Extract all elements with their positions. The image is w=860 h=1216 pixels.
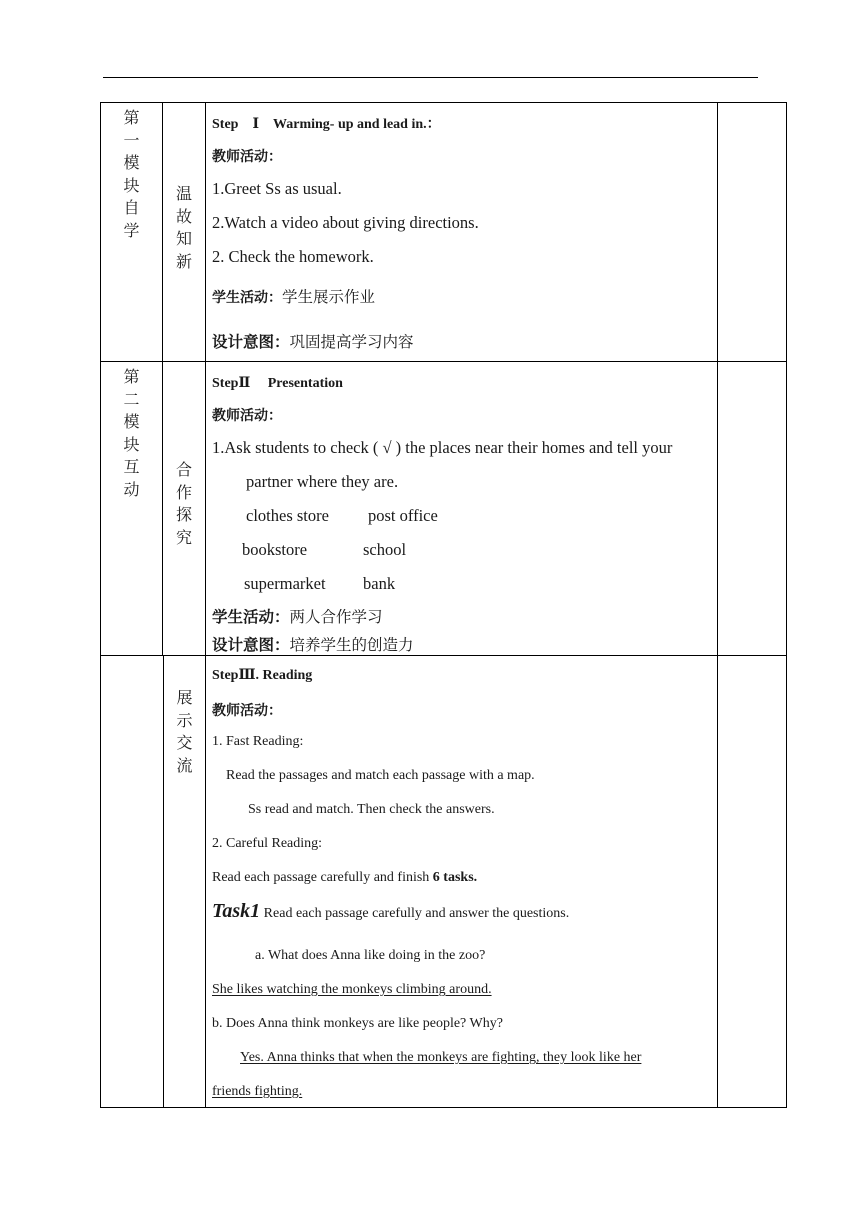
- activity-item-cont: partner where they are.: [246, 472, 399, 491]
- design-intent: 设计意图：培养学生的创造力: [212, 636, 414, 654]
- activity-item: 1.Ask students to check ( √ ) the places near their homes and tell your: [212, 438, 673, 457]
- phase-label-cell: [163, 655, 206, 1107]
- activity-item: 2. Check the homework.: [212, 247, 374, 266]
- table-row: [100, 102, 787, 362]
- place-option: bookstore: [242, 540, 308, 559]
- lesson-plan-table: [100, 102, 787, 1108]
- task-heading: Task1 Read each passage carefully and answer the questions.: [212, 900, 570, 922]
- phase-label-cell: [163, 103, 206, 361]
- answer: friends fighting.: [212, 1084, 303, 1099]
- teacher-activity-label: 教师活动：: [212, 149, 282, 165]
- instruction-line: Read the passages and match each passage with a map.: [226, 768, 535, 783]
- notes-cell: [718, 103, 786, 361]
- place-option: clothes store: [246, 506, 329, 525]
- module-label-cell: [101, 103, 163, 361]
- phase-label: 展 示 交 流: [176, 688, 193, 775]
- content-cell: [206, 362, 718, 655]
- question: b. Does Anna think monkeys are like people? Why?: [212, 1016, 503, 1031]
- module-label: 第 二 模 块 互 动: [123, 367, 140, 499]
- teacher-activity-label: 教师活动：: [212, 703, 282, 719]
- section-heading: 1. Fast Reading:: [212, 734, 304, 749]
- instruction-line: Read each passage carefully and finish 6 tasks.: [212, 870, 478, 885]
- activity-item: 2.Watch a video about giving directions.: [212, 213, 479, 232]
- section-heading: 2. Careful Reading:: [212, 836, 323, 851]
- notes-cell: [718, 656, 786, 1107]
- header-rule: [103, 77, 758, 78]
- answer: She likes watching the monkeys climbing around.: [212, 982, 492, 997]
- design-intent: 设计意图：巩固提高学习内容: [212, 333, 414, 351]
- step-heading: StepⅡ Presentation: [212, 376, 343, 391]
- content-cell: [206, 103, 718, 361]
- phase-label: 合 作 探 究: [175, 460, 192, 547]
- module-label-cell: [101, 362, 163, 655]
- place-option: school: [363, 540, 407, 559]
- student-activity: 学生活动：两人合作学习: [212, 608, 383, 626]
- step-heading: StepⅢ. Reading: [212, 668, 313, 683]
- place-option: post office: [368, 506, 438, 525]
- content-cell: [206, 655, 718, 1107]
- step-heading: Step Ⅰ Warming- up and lead in.：: [212, 117, 441, 132]
- notes-cell: [718, 362, 786, 655]
- place-option: bank: [363, 574, 396, 593]
- activity-item: 1.Greet Ss as usual.: [212, 179, 342, 198]
- module-label: 第 一 模 块 自 学: [123, 108, 140, 240]
- table-row: [100, 362, 787, 656]
- answer: Yes. Anna thinks that when the monkeys are fighting, they look like her: [240, 1050, 642, 1065]
- phase-label: 温 故 知 新: [175, 184, 192, 271]
- teacher-activity-label: 教师活动：: [212, 408, 282, 424]
- question: a. What does Anna like doing in the zoo?: [255, 948, 486, 963]
- table-row: [100, 656, 787, 1108]
- student-activity: 学生活动：学生展示作业: [212, 288, 376, 306]
- place-option: supermarket: [244, 574, 326, 593]
- instruction-line: Ss read and match. Then check the answers.: [248, 802, 495, 817]
- phase-label-cell: [163, 362, 206, 655]
- module-label-cell: [101, 656, 163, 1107]
